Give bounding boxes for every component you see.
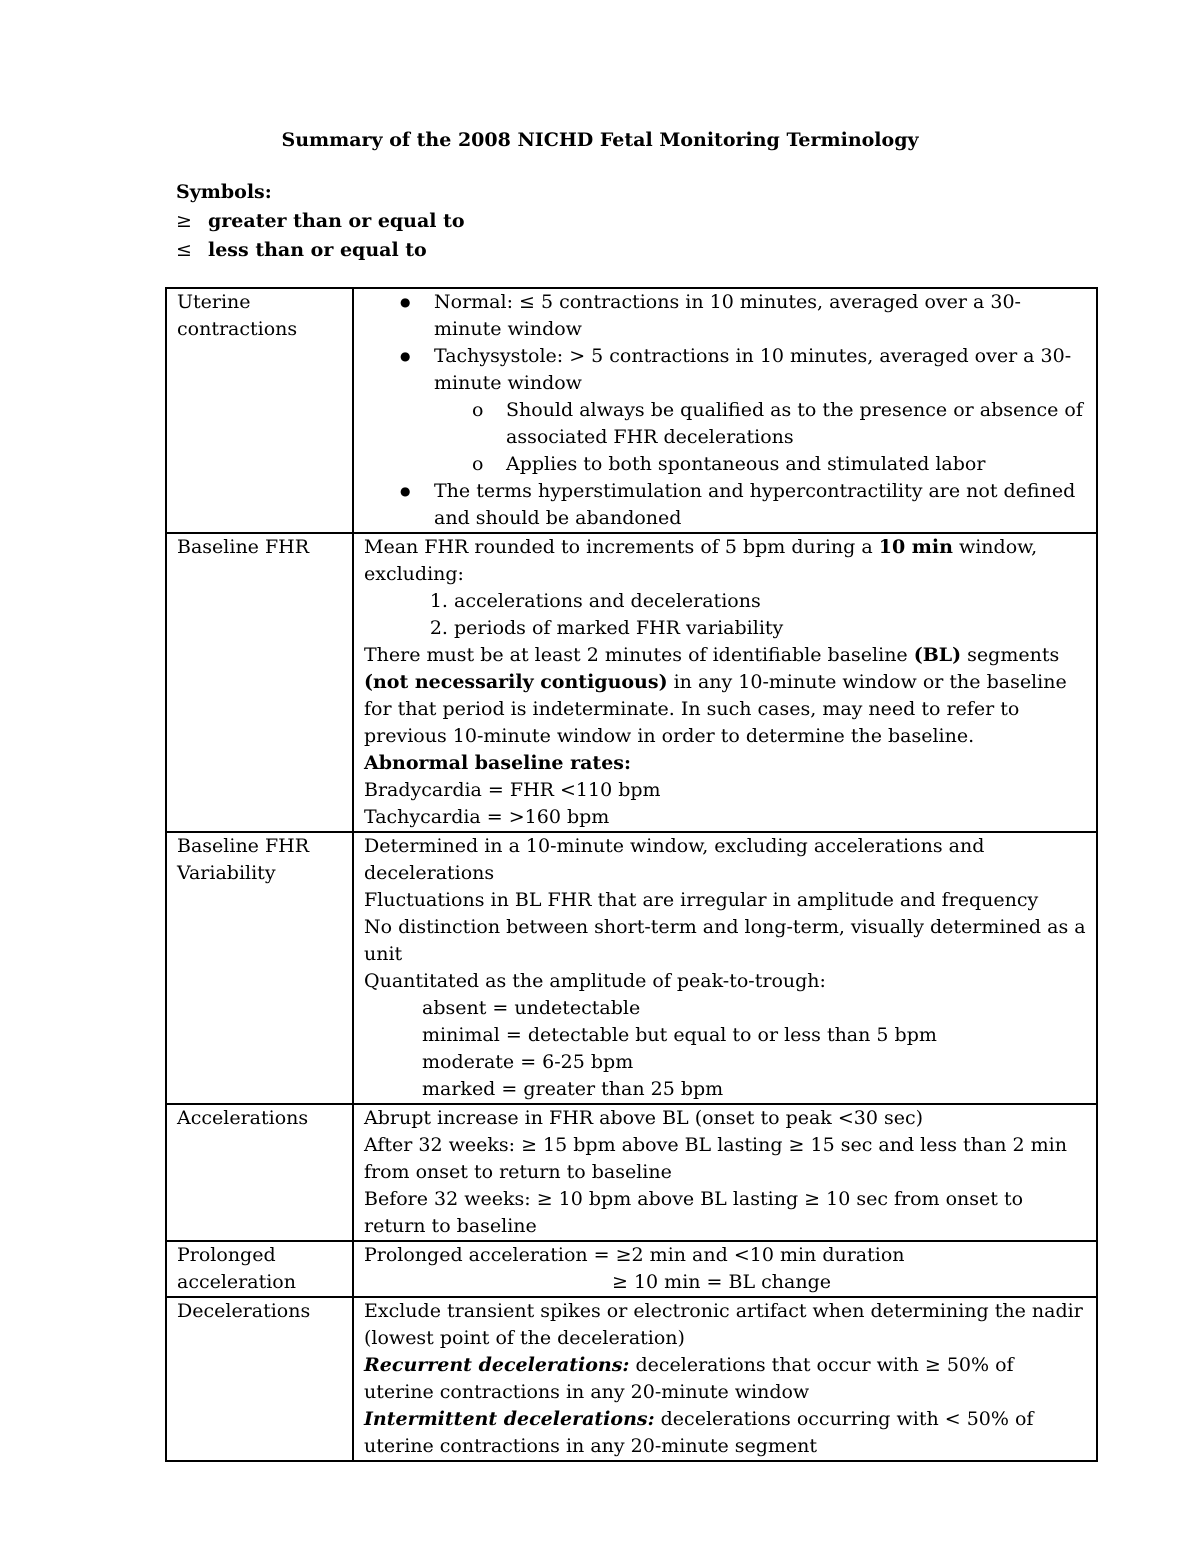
abnormal-heading [364, 750, 1088, 777]
row-label: Baseline FHR Variability [166, 832, 353, 1104]
bradycardia-line: Bradycardia = FHR <110 bpm [364, 779, 661, 801]
row-label: Accelerations [166, 1104, 353, 1241]
variability-level: moderate = 6-25 bpm [422, 1051, 634, 1073]
greater-equal-symbol: ≥ [176, 210, 192, 232]
list-item [434, 343, 1088, 478]
text-line: Quantitated as the amplitude of peak-to-trough: [364, 970, 826, 992]
row-content [353, 1241, 1097, 1297]
text-line: No distinction between short-term and long-term, visually determined as a unit [364, 916, 1086, 965]
recurrent-definition [364, 1352, 1088, 1406]
symbol-row [176, 207, 465, 236]
baseline-requirement [364, 642, 1088, 750]
table-row [166, 832, 1097, 1104]
text-line: Prolonged acceleration = ≥2 min and <10 min duration [364, 1244, 905, 1266]
terminology-table [165, 287, 1098, 1462]
text-run: in any 10-minute window or the baseline for that period is indeterminate. In such cases, may need to refer to previous 10-minute window in order to determine the baseline. [364, 671, 1067, 747]
list-item: 1. accelerations and decelerations [454, 588, 1088, 615]
list-item: ● The terms hyperstimulation and hypercontractility are not defined and should be abandoned [434, 478, 1088, 532]
variability-level: marked = greater than 25 bpm [422, 1078, 724, 1100]
text-run: segments [961, 644, 1060, 666]
bold-text: Abnormal baseline rates: [364, 752, 632, 774]
text-line: ≥ 10 min = BL change [612, 1271, 831, 1293]
text-run: decelerations occurring with < 50% of uterine contractions in any 20-minute segment [364, 1408, 1034, 1457]
list-item-text: Tachysystole: > 5 contractions in 10 minutes, averaged over a 30-minute window [434, 345, 1072, 394]
row-content [353, 832, 1097, 1104]
less-equal-symbol: ≤ [176, 239, 192, 261]
table-row [166, 1297, 1097, 1461]
page-title: Summary of the 2008 NICHD Fetal Monitoring Terminology [281, 129, 919, 151]
term-label: Recurrent decelerations: [364, 1354, 630, 1376]
numbered-list [364, 588, 1088, 642]
variability-level: absent = undetectable [422, 997, 641, 1019]
sub-list [434, 397, 1088, 478]
baseline-definition [364, 534, 1088, 588]
symbol-description: less than or equal to [208, 239, 427, 261]
row-content [353, 288, 1097, 533]
symbol-row [176, 236, 465, 265]
bullet-list [364, 289, 1088, 532]
intermittent-definition [364, 1406, 1088, 1460]
text-line: Exclude transient spikes or electronic artifact when determining the nadir (lowest point of the deceleration) [364, 1300, 1083, 1349]
row-content [353, 1297, 1097, 1461]
sub-list-item: o Applies to both spontaneous and stimulated labor [506, 451, 1088, 478]
text-line: After 32 weeks: ≥ 15 bpm above BL lasting ≥ 15 sec and less than 2 min from onset to return to baseline [364, 1134, 1067, 1183]
bold-text: 10 min [878, 536, 953, 558]
term-label: Intermittent decelerations: [364, 1408, 655, 1430]
symbol-description: greater than or equal to [208, 210, 465, 232]
row-content [353, 533, 1097, 832]
variability-level: minimal = detectable but equal to or less than 5 bpm [422, 1024, 937, 1046]
table-row [166, 288, 1097, 533]
text-line: Determined in a 10-minute window, excluding accelerations and decelerations [364, 835, 985, 884]
symbols-heading: Symbols: [176, 181, 272, 203]
row-content [353, 1104, 1097, 1241]
list-item: ● Normal: ≤ 5 contractions in 10 minutes, averaged over a 30-minute window [434, 289, 1088, 343]
text-run: decelerations that occur with ≥ 50% of uterine contractions in any 20-minute window [364, 1354, 1014, 1403]
bold-text: (not necessarily contiguous) [364, 671, 668, 693]
list-item: 2. periods of marked FHR variability [454, 615, 1088, 642]
tachycardia-line: Tachycardia = >160 bpm [364, 806, 610, 828]
text-run: Mean FHR rounded to increments of 5 bpm during a [364, 536, 879, 558]
row-label: Prolonged acceleration [166, 1241, 353, 1297]
text-run: window, excluding: [364, 536, 1038, 585]
table-row [166, 1104, 1097, 1241]
text-line: Abrupt increase in FHR above BL (onset to peak <30 sec) [364, 1107, 924, 1129]
table-row [166, 533, 1097, 832]
text-line: Before 32 weeks: ≥ 10 bpm above BL lasting ≥ 10 sec from onset to return to baseline [364, 1188, 1024, 1237]
row-label: Baseline FHR [166, 533, 353, 832]
row-label: Decelerations [166, 1297, 353, 1461]
text-run: There must be at least 2 minutes of identifiable baseline [364, 644, 914, 666]
symbols-section [176, 178, 465, 265]
text-line: Fluctuations in BL FHR that are irregular in amplitude and frequency [364, 889, 1039, 911]
row-label: Uterine contractions [166, 288, 353, 533]
bold-text: (BL) [913, 644, 962, 666]
table-row [166, 1241, 1097, 1297]
sub-list-item: o Should always be qualified as to the presence or absence of associated FHR decelerations [506, 397, 1088, 451]
